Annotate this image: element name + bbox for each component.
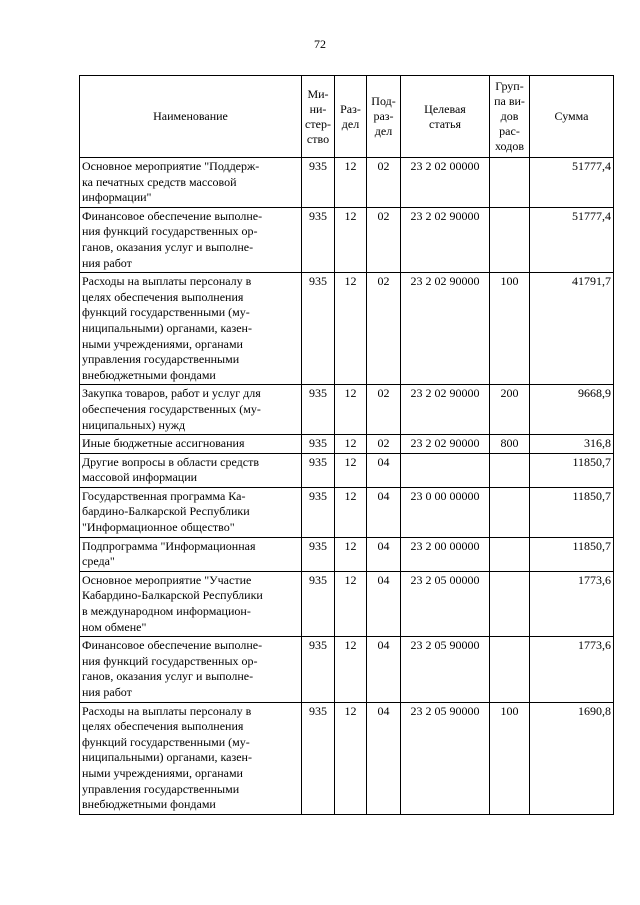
cell-section: 12 [335, 158, 367, 208]
table-row [80, 273, 614, 385]
cell-name: Иные бюджетные ассигнования [80, 435, 302, 454]
cell-amount: 11850,7 [530, 453, 614, 487]
cell-name: Финансовое обеспечение выполне- ния функций государственных ор- ганов, оказания услуг и выполне- ния работ [80, 207, 302, 272]
cell-amount: 51777,4 [530, 158, 614, 208]
cell-amount: 316,8 [530, 435, 614, 454]
table-row [80, 385, 614, 435]
table-row [80, 453, 614, 487]
header-section: Раз- дел [335, 76, 367, 158]
cell-name: Основное мероприятие "Участие Кабардино-Балкарской Республики в международном информацион- ном обмене" [80, 571, 302, 636]
cell-expense-group [490, 487, 530, 537]
cell-section: 12 [335, 385, 367, 435]
cell-target: 23 2 00 00000 [401, 537, 490, 571]
cell-name: Государственная программа Ка- бардино-Балкарской Республики "Информационное общество" [80, 487, 302, 537]
cell-ministry: 935 [302, 571, 335, 636]
cell-amount: 11850,7 [530, 487, 614, 537]
cell-subsection: 04 [367, 702, 401, 814]
header-subsection: Под- раз- дел [367, 76, 401, 158]
cell-amount: 1773,6 [530, 571, 614, 636]
header-amount: Сумма [530, 76, 614, 158]
table-row [80, 435, 614, 454]
cell-amount: 1773,6 [530, 637, 614, 702]
cell-name: Основное мероприятие "Поддерж- ка печатных средств массовой информации" [80, 158, 302, 208]
cell-target [401, 453, 490, 487]
cell-expense-group [490, 637, 530, 702]
table-row [80, 637, 614, 702]
cell-section: 12 [335, 207, 367, 272]
cell-subsection: 04 [367, 571, 401, 636]
table-row [80, 207, 614, 272]
cell-name: Расходы на выплаты персоналу в целях обеспечения выполнения функций государственными (му- ниципальными) органами, казен- ными учреждениями, органами управления государственными внебюджетными фондами [80, 273, 302, 385]
cell-section: 12 [335, 273, 367, 385]
cell-ministry: 935 [302, 158, 335, 208]
cell-subsection: 04 [367, 537, 401, 571]
cell-expense-group: 100 [490, 273, 530, 385]
cell-ministry: 935 [302, 207, 335, 272]
table-row [80, 702, 614, 814]
cell-target: 23 2 02 90000 [401, 385, 490, 435]
cell-section: 12 [335, 702, 367, 814]
cell-expense-group [490, 571, 530, 636]
cell-section: 12 [335, 435, 367, 454]
cell-target: 23 2 05 90000 [401, 702, 490, 814]
header-target: Целевая статья [401, 76, 490, 158]
cell-name: Закупка товаров, работ и услуг для обеспечения государственных (му- ниципальных) нужд [80, 385, 302, 435]
budget-table [79, 75, 614, 815]
cell-name: Расходы на выплаты персоналу в целях обеспечения выполнения функций государственными (му- ниципальными) органами, казен- ными учреждениями, органами управления государственными внебюджетными фондами [80, 702, 302, 814]
cell-section: 12 [335, 487, 367, 537]
header-expense-group: Груп- па ви- дов рас- ходов [490, 76, 530, 158]
cell-subsection: 02 [367, 273, 401, 385]
cell-section: 12 [335, 571, 367, 636]
table-row [80, 571, 614, 636]
cell-expense-group [490, 453, 530, 487]
cell-subsection: 02 [367, 385, 401, 435]
cell-target: 23 2 02 90000 [401, 273, 490, 385]
cell-target: 23 0 00 00000 [401, 487, 490, 537]
cell-section: 12 [335, 537, 367, 571]
table-row [80, 158, 614, 208]
cell-ministry: 935 [302, 537, 335, 571]
cell-subsection: 02 [367, 158, 401, 208]
cell-target: 23 2 05 90000 [401, 637, 490, 702]
cell-section: 12 [335, 453, 367, 487]
cell-subsection: 02 [367, 207, 401, 272]
cell-subsection: 04 [367, 453, 401, 487]
cell-subsection: 02 [367, 435, 401, 454]
cell-target: 23 2 05 00000 [401, 571, 490, 636]
cell-name: Другие вопросы в области средств массовой информации [80, 453, 302, 487]
cell-name: Финансовое обеспечение выполне- ния функций государственных ор- ганов, оказания услуг и выполне- ния работ [80, 637, 302, 702]
table-row [80, 487, 614, 537]
cell-target: 23 2 02 90000 [401, 435, 490, 454]
cell-target: 23 2 02 00000 [401, 158, 490, 208]
cell-amount: 9668,9 [530, 385, 614, 435]
header-name: Наименование [80, 76, 302, 158]
page-number: 72 [314, 37, 326, 51]
cell-target: 23 2 02 90000 [401, 207, 490, 272]
table-row [80, 537, 614, 571]
cell-ministry: 935 [302, 487, 335, 537]
cell-amount: 1690,8 [530, 702, 614, 814]
cell-expense-group: 100 [490, 702, 530, 814]
cell-expense-group [490, 158, 530, 208]
cell-amount: 41791,7 [530, 273, 614, 385]
cell-subsection: 04 [367, 487, 401, 537]
cell-expense-group: 200 [490, 385, 530, 435]
cell-name: Подпрограмма "Информационная среда" [80, 537, 302, 571]
header-ministry: Ми- ни- стер- ство [302, 76, 335, 158]
cell-section: 12 [335, 637, 367, 702]
cell-amount: 51777,4 [530, 207, 614, 272]
cell-ministry: 935 [302, 453, 335, 487]
cell-expense-group [490, 207, 530, 272]
cell-expense-group [490, 537, 530, 571]
cell-ministry: 935 [302, 637, 335, 702]
cell-ministry: 935 [302, 273, 335, 385]
cell-amount: 11850,7 [530, 537, 614, 571]
cell-ministry: 935 [302, 385, 335, 435]
cell-ministry: 935 [302, 702, 335, 814]
table-header-row [80, 76, 614, 158]
cell-expense-group: 800 [490, 435, 530, 454]
cell-subsection: 04 [367, 637, 401, 702]
cell-ministry: 935 [302, 435, 335, 454]
